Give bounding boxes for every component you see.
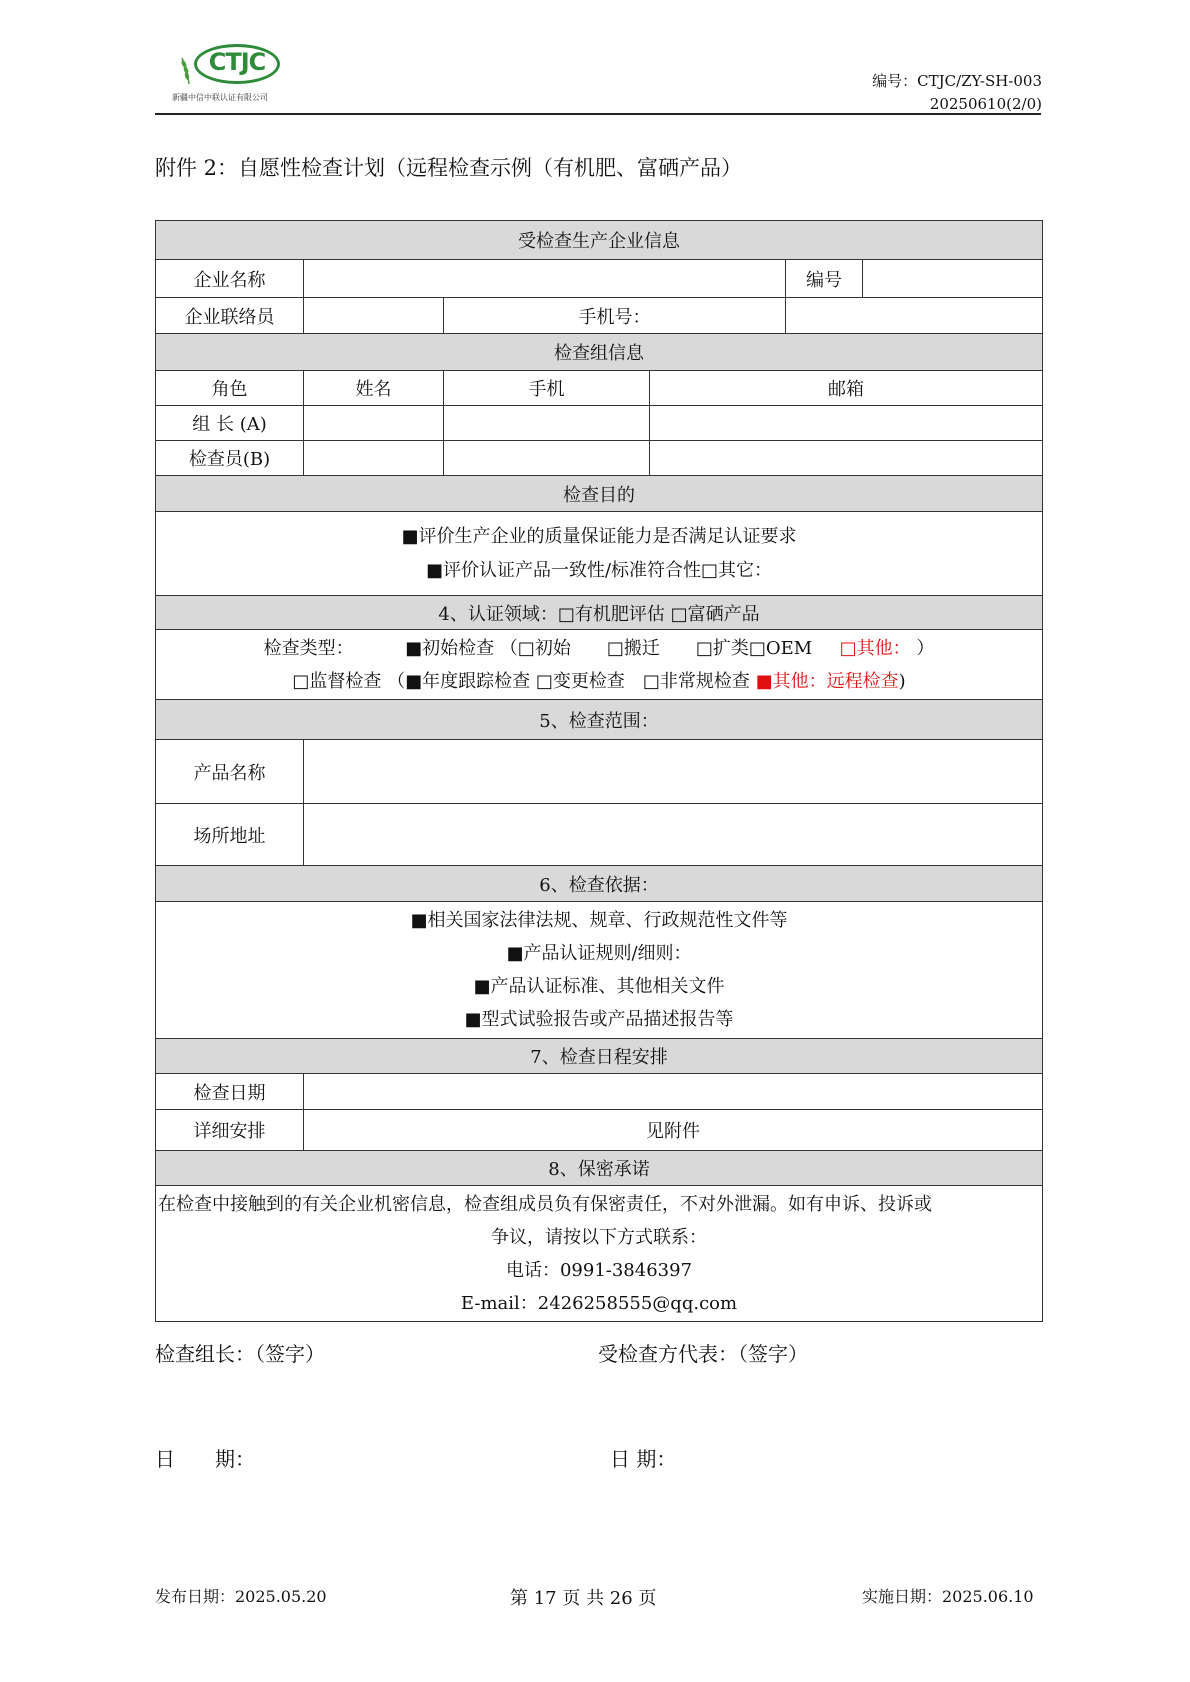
doc-number: 编号：CTJC/ZY-SH-003 bbox=[872, 72, 1042, 90]
type-initial-close: ） bbox=[916, 637, 935, 659]
section-schedule: 7、检查日程安排 bbox=[156, 1039, 1043, 1074]
leader-name-field[interactable] bbox=[304, 406, 444, 441]
page-title: 附件 2：自愿性检查计划（远程检查示例（有机肥、富硒产品） bbox=[155, 156, 743, 180]
header-divider bbox=[155, 113, 1041, 115]
type-supervise-line bbox=[160, 665, 1038, 698]
leader-mobile-field[interactable] bbox=[444, 406, 650, 441]
role-inspector: 检查员(B) bbox=[156, 441, 304, 476]
basis-item-3: ■产品认证标准、其他相关文件 bbox=[473, 976, 725, 997]
detail-label: 详细安排 bbox=[156, 1110, 304, 1151]
section-field: 4、认证领域：□有机肥评估 □富硒产品 bbox=[156, 596, 1043, 630]
logo-caption: 新疆中信中联认证有限公司 bbox=[172, 93, 268, 102]
basis-content bbox=[156, 902, 1043, 1039]
site-address-field[interactable] bbox=[304, 804, 1043, 866]
col-role: 角色 bbox=[156, 371, 304, 406]
section-purpose: 检查目的 bbox=[156, 476, 1043, 512]
page-number: 第 17 页 共 26 页 bbox=[510, 1588, 657, 1609]
inspection-plan-table bbox=[155, 220, 1043, 1322]
product-name-field[interactable] bbox=[304, 740, 1043, 804]
company-logo bbox=[172, 42, 292, 106]
inspector-name-field[interactable] bbox=[304, 441, 444, 476]
type-initial: ■初始检查 （□初始 □搬迁 □扩类□OEM bbox=[405, 637, 813, 659]
section-basis: 6、检查依据： bbox=[156, 866, 1043, 902]
section-scope: 5、检查范围： bbox=[156, 700, 1043, 740]
number-field[interactable] bbox=[863, 260, 1043, 298]
purpose-item-2: ■评价认证产品一致性/标准符合性□其它： bbox=[425, 559, 773, 581]
inspection-type-content bbox=[156, 630, 1043, 700]
contact-phone: 电话：0991-3846397 bbox=[505, 1259, 693, 1281]
doc-id-block bbox=[872, 70, 1042, 116]
product-name-label: 产品名称 bbox=[156, 740, 304, 804]
number-label: 编号 bbox=[786, 260, 863, 298]
basis-item-2: ■产品认证规则/细则： bbox=[506, 943, 692, 964]
basis-item-1: ■相关国家法律法规、规章、行政规范性文件等 bbox=[410, 910, 788, 931]
section-confidential: 8、保密承诺 bbox=[156, 1151, 1043, 1186]
date-label: 检查日期 bbox=[156, 1074, 304, 1110]
inspector-mobile-field[interactable] bbox=[444, 441, 650, 476]
contact-label: 企业联络员 bbox=[156, 298, 304, 334]
type-supervise: □监督检查 （■年度跟踪检查 □变更检查 □非常规检查 bbox=[292, 670, 750, 692]
col-mobile: 手机 bbox=[444, 371, 650, 406]
type-label: 检查类型： bbox=[263, 637, 354, 659]
phone-field[interactable] bbox=[786, 298, 1043, 334]
leader-signature: 检查组长：（签字） bbox=[155, 1342, 325, 1366]
logo-text: CTJC bbox=[208, 48, 266, 76]
representative-signature: 受检查方代表：（签字） bbox=[598, 1342, 808, 1366]
basis-item-4: ■型式试验报告或产品描述报告等 bbox=[464, 1009, 734, 1030]
publish-date: 发布日期：2025.05.20 bbox=[155, 1587, 327, 1606]
leader-email-field[interactable] bbox=[650, 406, 1043, 441]
type-initial-line bbox=[160, 632, 1038, 665]
confidential-text-2: 争议，请按以下方式联系： bbox=[491, 1226, 707, 1248]
date-field[interactable] bbox=[304, 1074, 1043, 1110]
type-initial-other: □其他： bbox=[839, 637, 911, 659]
site-address-label: 场所地址 bbox=[156, 804, 304, 866]
col-email: 邮箱 bbox=[650, 371, 1043, 406]
col-name: 姓名 bbox=[304, 371, 444, 406]
remote-checkbox-marked: ■ bbox=[755, 670, 773, 692]
date-left: 日 期： bbox=[155, 1447, 255, 1471]
role-leader: 组 长 (A) bbox=[156, 406, 304, 441]
inspector-email-field[interactable] bbox=[650, 441, 1043, 476]
purpose-item-1: ■评价生产企业的质量保证能力是否满足认证要求 bbox=[401, 525, 797, 547]
doc-version: 20250610(2/0) bbox=[929, 95, 1042, 113]
company-name-field[interactable] bbox=[304, 260, 786, 298]
effective-date: 实施日期：2025.06.10 bbox=[862, 1587, 1034, 1606]
phone-label: 手机号： bbox=[444, 298, 786, 334]
confidential-text-1: 在检查中接触到的有关企业机密信息，检查组成员负有保密责任，不对外泄漏。如有申诉、投诉或 bbox=[158, 1193, 932, 1215]
company-name-label: 企业名称 bbox=[156, 260, 304, 298]
contact-email: E-mail：2426258555@qq.com bbox=[460, 1292, 738, 1314]
type-supervise-close: ) bbox=[898, 670, 906, 692]
detail-value: 见附件 bbox=[304, 1110, 1043, 1151]
section-company-info: 受检查生产企业信息 bbox=[156, 221, 1043, 260]
confidential-content bbox=[156, 1186, 1043, 1322]
section-team-info: 检查组信息 bbox=[156, 334, 1043, 371]
purpose-content bbox=[156, 512, 1043, 596]
type-supervise-other: 其他：远程检查 bbox=[772, 670, 899, 692]
date-right: 日 期： bbox=[610, 1447, 677, 1471]
contact-field[interactable] bbox=[304, 298, 444, 334]
